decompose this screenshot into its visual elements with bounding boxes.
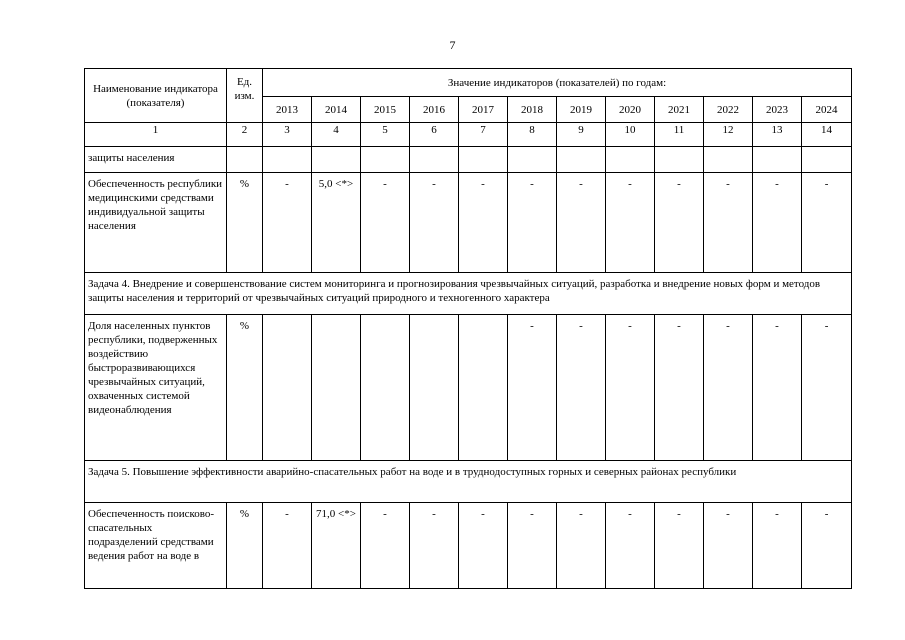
indicator-value xyxy=(753,147,802,173)
column-number: 7 xyxy=(459,123,508,147)
indicator-value: 71,0 <*> xyxy=(312,503,361,589)
indicator-value xyxy=(655,147,704,173)
indicator-value xyxy=(361,315,410,461)
indicator-unit: % xyxy=(227,315,263,461)
indicator-value xyxy=(410,147,459,173)
column-number: 1 xyxy=(85,123,227,147)
indicator-value: - xyxy=(459,173,508,273)
indicator-value xyxy=(312,315,361,461)
header-year: 2017 xyxy=(459,97,508,123)
indicator-value: - xyxy=(557,315,606,461)
indicator-value: - xyxy=(753,173,802,273)
indicator-value: - xyxy=(557,173,606,273)
indicator-value: - xyxy=(508,173,557,273)
indicator-unit xyxy=(227,147,263,173)
indicator-value xyxy=(361,147,410,173)
indicators-table xyxy=(84,68,852,589)
indicator-value xyxy=(263,147,312,173)
header-year: 2016 xyxy=(410,97,459,123)
indicator-value xyxy=(459,147,508,173)
indicator-name: Обеспеченность республики медицинскими средствами индивидуальной защиты населения xyxy=(85,173,227,273)
indicator-value: - xyxy=(704,315,753,461)
page-number: 7 xyxy=(449,38,456,52)
indicator-value: - xyxy=(508,503,557,589)
indicator-value xyxy=(704,147,753,173)
indicator-value: - xyxy=(802,315,852,461)
header-indicator-name: Наименование индикатора (показателя) xyxy=(85,69,227,123)
indicator-value: 5,0 <*> xyxy=(312,173,361,273)
task-text: Задача 4. Внедрение и совершенствование систем мониторинга и прогнозирования чрезвычайных ситуаций, разработка и внедрение новых форм и методов защиты населения и территорий от чрезвычайных ситуаций природного и техногенного характера xyxy=(85,273,852,315)
header-year: 2014 xyxy=(312,97,361,123)
indicator-value: - xyxy=(263,173,312,273)
indicator-value: - xyxy=(753,315,802,461)
indicator-value xyxy=(459,315,508,461)
indicator-value xyxy=(606,147,655,173)
header-year: 2021 xyxy=(655,97,704,123)
column-number: 6 xyxy=(410,123,459,147)
indicator-value: - xyxy=(753,503,802,589)
indicator-value xyxy=(508,147,557,173)
column-number: 13 xyxy=(753,123,802,147)
indicator-value: - xyxy=(410,173,459,273)
indicator-value: - xyxy=(459,503,508,589)
column-number: 10 xyxy=(606,123,655,147)
indicator-name: Доля населенных пунктов республики, подверженных воздействию быстроразвивающихся чрезвычайных ситуаций, охваченных системой видеонаблюдения xyxy=(85,315,227,461)
indicator-value: - xyxy=(606,503,655,589)
indicator-value: - xyxy=(802,173,852,273)
indicator-value: - xyxy=(361,173,410,273)
indicator-unit: % xyxy=(227,503,263,589)
indicator-value: - xyxy=(704,503,753,589)
indicator-value: - xyxy=(557,503,606,589)
indicator-value: - xyxy=(410,503,459,589)
indicator-value: - xyxy=(802,503,852,589)
indicator-value xyxy=(557,147,606,173)
task-row xyxy=(85,461,852,503)
indicator-unit: % xyxy=(227,173,263,273)
header-year: 2013 xyxy=(263,97,312,123)
header-year: 2022 xyxy=(704,97,753,123)
indicator-value xyxy=(410,315,459,461)
indicator-value xyxy=(802,147,852,173)
column-number: 11 xyxy=(655,123,704,147)
task-row xyxy=(85,273,852,315)
indicator-value: - xyxy=(606,315,655,461)
header-year: 2019 xyxy=(557,97,606,123)
indicator-value xyxy=(312,147,361,173)
indicator-value: - xyxy=(655,173,704,273)
header-year: 2023 xyxy=(753,97,802,123)
column-number: 4 xyxy=(312,123,361,147)
header-values-by-year: Значение индикаторов (показателей) по годам: xyxy=(263,69,852,97)
indicator-value: - xyxy=(655,503,704,589)
column-number: 14 xyxy=(802,123,852,147)
task-text: Задача 5. Повышение эффективности аварийно-спасательных работ на воде и в труднодоступных горных и северных районах республики xyxy=(85,461,852,503)
header-year: 2024 xyxy=(802,97,852,123)
indicator-value: - xyxy=(508,315,557,461)
indicator-name: Обеспеченность поисково- спасательных подразделений средствами ведения работ на воде в xyxy=(85,503,227,589)
column-number: 2 xyxy=(227,123,263,147)
indicator-row xyxy=(85,503,852,589)
indicator-value xyxy=(263,315,312,461)
column-number: 3 xyxy=(263,123,312,147)
indicator-name: защиты населения xyxy=(85,147,227,173)
indicator-row xyxy=(85,315,852,461)
indicator-value: - xyxy=(263,503,312,589)
column-number: 9 xyxy=(557,123,606,147)
column-number: 12 xyxy=(704,123,753,147)
header-year: 2015 xyxy=(361,97,410,123)
indicator-value: - xyxy=(606,173,655,273)
indicator-value: - xyxy=(655,315,704,461)
indicator-value: - xyxy=(704,173,753,273)
column-number: 8 xyxy=(508,123,557,147)
indicator-row xyxy=(85,173,852,273)
indicator-value: - xyxy=(361,503,410,589)
header-year: 2020 xyxy=(606,97,655,123)
column-number: 5 xyxy=(361,123,410,147)
header-unit: Ед. изм. xyxy=(227,69,263,123)
indicator-row xyxy=(85,147,852,173)
header-year: 2018 xyxy=(508,97,557,123)
